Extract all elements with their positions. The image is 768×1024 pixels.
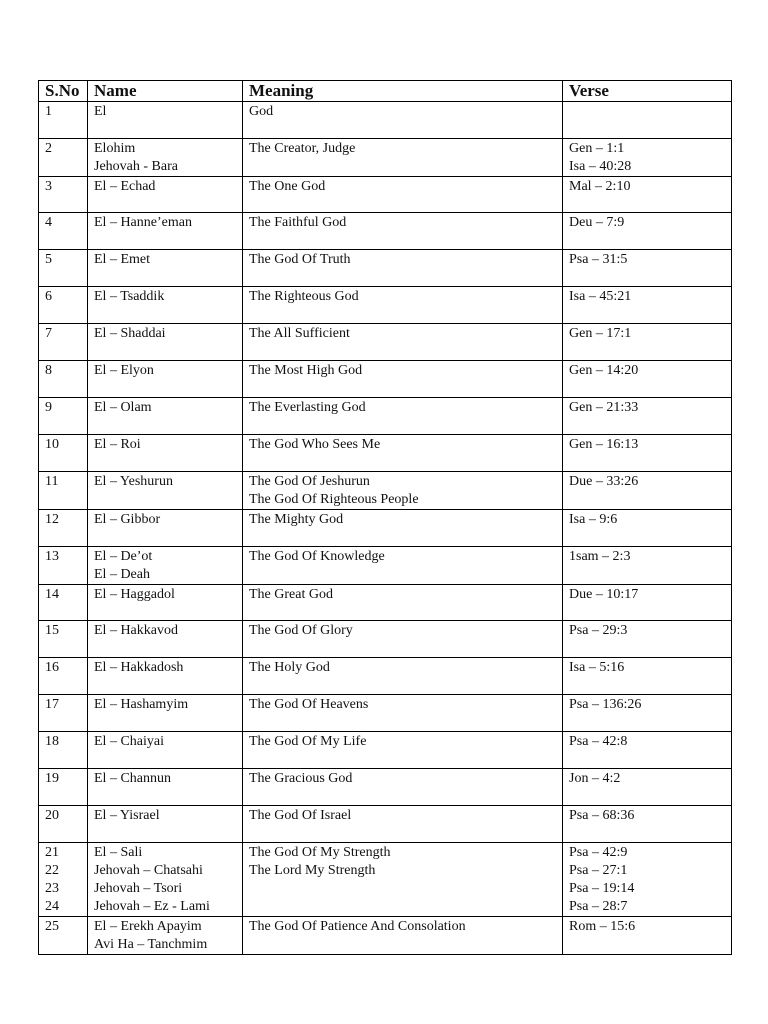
cell-verse	[563, 510, 732, 547]
sno-text: 12	[45, 512, 59, 527]
cell-sno	[39, 547, 88, 585]
cell-verse	[563, 250, 732, 287]
meaning-text: The God Who Sees Me	[249, 437, 381, 452]
sno-text: 17	[45, 697, 59, 712]
cell-meaning	[243, 585, 563, 621]
verse-text: Psa – 42:8	[569, 734, 628, 749]
meaning-text: God	[249, 104, 274, 119]
cell-sno	[39, 472, 88, 510]
cell-verse	[563, 398, 732, 435]
cell-meaning	[243, 213, 563, 250]
name-text: El – Channun	[94, 771, 171, 786]
cell-meaning	[243, 621, 563, 658]
name-text: El – Hashamyim	[94, 697, 189, 712]
cell-meaning	[243, 547, 563, 585]
cell-meaning	[243, 398, 563, 435]
sno-text: 22	[45, 863, 59, 878]
sno-text: 6	[45, 289, 52, 304]
verse-text: Isa – 40:28	[569, 159, 632, 174]
cell-meaning	[243, 769, 563, 806]
cell-name	[88, 917, 243, 955]
cell-sno	[39, 287, 88, 324]
cell-meaning	[243, 806, 563, 843]
cell-name	[88, 361, 243, 398]
verse-text: Due – 33:26	[569, 474, 639, 489]
name-text: Jehovah – Ez - Lami	[94, 899, 210, 914]
header-name: Name	[88, 81, 243, 102]
cell-sno	[39, 361, 88, 398]
meaning-text: The God Of My Life	[249, 734, 367, 749]
table-row	[39, 658, 732, 695]
cell-name	[88, 139, 243, 177]
table-row	[39, 695, 732, 732]
cell-name	[88, 102, 243, 139]
cell-name	[88, 213, 243, 250]
sno-text: 7	[45, 326, 52, 341]
cell-meaning	[243, 472, 563, 510]
cell-name	[88, 177, 243, 213]
cell-sno	[39, 213, 88, 250]
name-text: El – Hakkadosh	[94, 660, 184, 675]
name-text: El – Echad	[94, 179, 156, 194]
table-row	[39, 585, 732, 621]
cell-sno	[39, 510, 88, 547]
meaning-text: The Righteous God	[249, 289, 359, 304]
table-row	[39, 177, 732, 213]
verse-text: Gen – 21:33	[569, 400, 639, 415]
name-text: El – Tsaddik	[94, 289, 165, 304]
cell-sno	[39, 585, 88, 621]
table-row	[39, 917, 732, 955]
cell-name	[88, 806, 243, 843]
table-row	[39, 472, 732, 510]
table-row	[39, 213, 732, 250]
meaning-text: The Lord My Strength	[249, 863, 376, 878]
cell-name	[88, 732, 243, 769]
meaning-text: The God Of Glory	[249, 623, 353, 638]
name-text: El – Haggadol	[94, 587, 175, 602]
table-row	[39, 806, 732, 843]
cell-meaning	[243, 843, 563, 917]
cell-verse	[563, 139, 732, 177]
cell-meaning	[243, 917, 563, 955]
sno-text: 10	[45, 437, 59, 452]
sno-text: 5	[45, 252, 52, 267]
name-text: El – Hanne’eman	[94, 215, 192, 230]
table-row	[39, 102, 732, 139]
cell-sno	[39, 177, 88, 213]
names-of-god-table	[38, 80, 732, 955]
sno-text: 13	[45, 549, 59, 564]
meaning-text: The God Of Righteous People	[249, 492, 419, 507]
name-text: El	[94, 104, 107, 119]
sno-text: 23	[45, 881, 59, 896]
name-text: El – Elyon	[94, 363, 154, 378]
table-row	[39, 398, 732, 435]
cell-sno	[39, 695, 88, 732]
verse-text: Gen – 17:1	[569, 326, 632, 341]
cell-meaning	[243, 510, 563, 547]
cell-name	[88, 695, 243, 732]
table-row	[39, 621, 732, 658]
cell-name	[88, 324, 243, 361]
name-text: El – Emet	[94, 252, 150, 267]
table-row	[39, 547, 732, 585]
sno-text: 11	[45, 474, 59, 489]
table-row	[39, 324, 732, 361]
name-text: El – Chaiyai	[94, 734, 164, 749]
name-text: El – Gibbor	[94, 512, 161, 527]
cell-name	[88, 250, 243, 287]
cell-sno	[39, 658, 88, 695]
cell-name	[88, 621, 243, 658]
cell-name	[88, 435, 243, 472]
sno-text: 21	[45, 845, 59, 860]
cell-verse	[563, 806, 732, 843]
name-text: El – Deah	[94, 567, 150, 582]
header-sno: S.No	[39, 81, 88, 102]
table-row	[39, 250, 732, 287]
meaning-text: The God Of Truth	[249, 252, 351, 267]
sno-text: 18	[45, 734, 59, 749]
name-text: El – Yeshurun	[94, 474, 173, 489]
cell-meaning	[243, 287, 563, 324]
cell-sno	[39, 324, 88, 361]
meaning-text: The All Sufficient	[249, 326, 350, 341]
cell-meaning	[243, 250, 563, 287]
cell-name	[88, 585, 243, 621]
cell-sno	[39, 139, 88, 177]
cell-verse	[563, 917, 732, 955]
table-row	[39, 510, 732, 547]
cell-meaning	[243, 695, 563, 732]
cell-name	[88, 658, 243, 695]
name-text: El – De’ot	[94, 549, 153, 564]
cell-name	[88, 287, 243, 324]
meaning-text: The Creator, Judge	[249, 141, 356, 156]
table-row	[39, 843, 732, 917]
table-row	[39, 139, 732, 177]
cell-meaning	[243, 324, 563, 361]
cell-name	[88, 843, 243, 917]
verse-text: Psa – 29:3	[569, 623, 628, 638]
name-text: El – Erekh Apayim	[94, 919, 202, 934]
cell-name	[88, 472, 243, 510]
meaning-text: The Great God	[249, 587, 333, 602]
meaning-text: The God Of Knowledge	[249, 549, 385, 564]
cell-verse	[563, 547, 732, 585]
sno-text: 24	[45, 899, 59, 914]
verse-text: Isa – 9:6	[569, 512, 618, 527]
cell-verse	[563, 435, 732, 472]
verse-text: 1sam – 2:3	[569, 549, 631, 564]
meaning-text: The One God	[249, 179, 326, 194]
cell-verse	[563, 585, 732, 621]
verse-text: Gen – 14:20	[569, 363, 639, 378]
cell-name	[88, 510, 243, 547]
name-text: Jehovah - Bara	[94, 159, 178, 174]
cell-verse	[563, 769, 732, 806]
cell-verse	[563, 102, 732, 139]
cell-verse	[563, 177, 732, 213]
name-text: El – Yisrael	[94, 808, 160, 823]
verse-text: Psa – 19:14	[569, 881, 635, 896]
verse-text: Psa – 68:36	[569, 808, 635, 823]
cell-sno	[39, 843, 88, 917]
cell-meaning	[243, 139, 563, 177]
cell-meaning	[243, 102, 563, 139]
verse-text: Isa – 45:21	[569, 289, 632, 304]
sno-text: 15	[45, 623, 59, 638]
table-row	[39, 435, 732, 472]
sno-text: 20	[45, 808, 59, 823]
cell-sno	[39, 398, 88, 435]
sno-text: 14	[45, 587, 59, 602]
cell-meaning	[243, 361, 563, 398]
sno-text: 16	[45, 660, 59, 675]
verse-text: Rom – 15:6	[569, 919, 636, 934]
header-row	[39, 81, 732, 102]
table-row	[39, 732, 732, 769]
header-verse: Verse	[563, 81, 732, 102]
cell-sno	[39, 806, 88, 843]
cell-meaning	[243, 732, 563, 769]
sno-text: 8	[45, 363, 52, 378]
cell-verse	[563, 361, 732, 398]
cell-name	[88, 398, 243, 435]
cell-verse	[563, 843, 732, 917]
cell-name	[88, 769, 243, 806]
verse-text: Psa – 27:1	[569, 863, 628, 878]
cell-verse	[563, 213, 732, 250]
sno-text: 2	[45, 141, 52, 156]
meaning-text: The God Of Israel	[249, 808, 352, 823]
meaning-text: The Mighty God	[249, 512, 344, 527]
verse-text: Gen – 16:13	[569, 437, 639, 452]
verse-text: Gen – 1:1	[569, 141, 625, 156]
cell-sno	[39, 102, 88, 139]
cell-meaning	[243, 435, 563, 472]
verse-text: Psa – 31:5	[569, 252, 628, 267]
cell-sno	[39, 621, 88, 658]
meaning-text: The Everlasting God	[249, 400, 366, 415]
cell-sno	[39, 732, 88, 769]
name-text: Avi Ha – Tanchmim	[94, 937, 208, 952]
name-text: El – Sali	[94, 845, 143, 860]
meaning-text: The God Of Patience And Consolation	[249, 919, 466, 934]
verse-text: Isa – 5:16	[569, 660, 625, 675]
name-text: Jehovah – Tsori	[94, 881, 183, 896]
cell-verse	[563, 287, 732, 324]
sno-text: 4	[45, 215, 52, 230]
cell-verse	[563, 658, 732, 695]
cell-sno	[39, 250, 88, 287]
name-text: Jehovah – Chatsahi	[94, 863, 203, 878]
name-text: El – Shaddai	[94, 326, 166, 341]
verse-text: Deu – 7:9	[569, 215, 625, 230]
cell-sno	[39, 435, 88, 472]
cell-verse	[563, 324, 732, 361]
verse-text: Mal – 2:10	[569, 179, 631, 194]
cell-sno	[39, 769, 88, 806]
table-row	[39, 287, 732, 324]
verse-text: Jon – 4:2	[569, 771, 621, 786]
cell-verse	[563, 472, 732, 510]
meaning-text: The Gracious God	[249, 771, 353, 786]
table-row	[39, 361, 732, 398]
meaning-text: The God Of Heavens	[249, 697, 369, 712]
verse-text: Psa – 28:7	[569, 899, 628, 914]
table-row	[39, 769, 732, 806]
header-meaning: Meaning	[243, 81, 563, 102]
meaning-text: The Most High God	[249, 363, 363, 378]
cell-meaning	[243, 177, 563, 213]
cell-name	[88, 547, 243, 585]
cell-sno	[39, 917, 88, 955]
cell-verse	[563, 732, 732, 769]
name-text: El – Hakkavod	[94, 623, 178, 638]
meaning-text: The God Of My Strength	[249, 845, 391, 860]
sno-text: 25	[45, 919, 59, 934]
cell-verse	[563, 621, 732, 658]
meaning-text: The Holy God	[249, 660, 330, 675]
sno-text: 3	[45, 179, 52, 194]
meaning-text: The Faithful God	[249, 215, 347, 230]
sno-text: 19	[45, 771, 59, 786]
cell-verse	[563, 695, 732, 732]
cell-meaning	[243, 658, 563, 695]
verse-text: Due – 10:17	[569, 587, 639, 602]
name-text: El – Roi	[94, 437, 141, 452]
verse-text: Psa – 136:26	[569, 697, 642, 712]
table-body	[39, 102, 732, 955]
verse-text: Psa – 42:9	[569, 845, 628, 860]
name-text: Elohim	[94, 141, 136, 156]
sno-text: 1	[45, 104, 52, 119]
sno-text: 9	[45, 400, 52, 415]
name-text: El – Olam	[94, 400, 152, 415]
meaning-text: The God Of Jeshurun	[249, 474, 370, 489]
